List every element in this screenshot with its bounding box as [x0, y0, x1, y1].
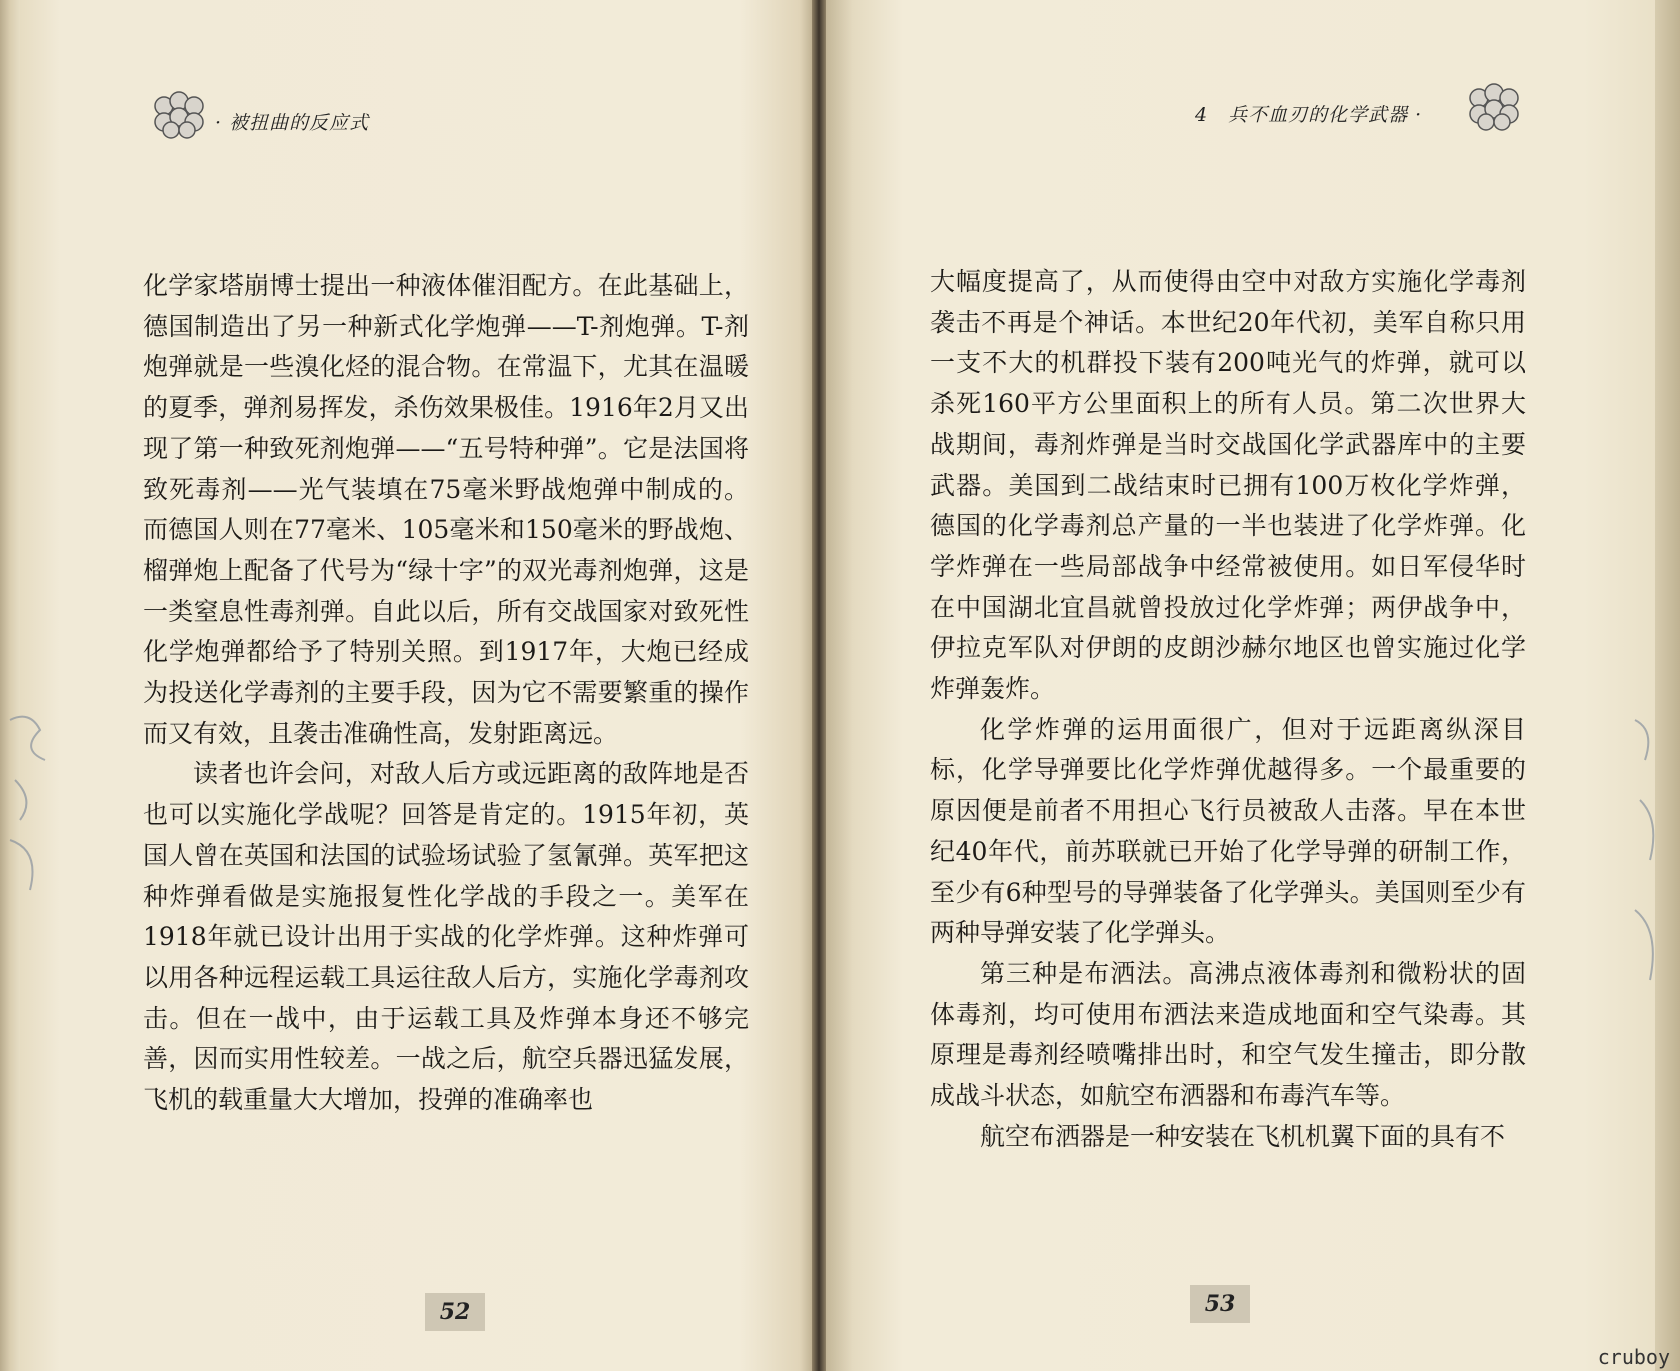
running-head-left: · 被扭曲的反应式 [215, 112, 370, 134]
pencil-marks-right [1625, 700, 1675, 1000]
paragraph: 大幅度提高了，从而使得由空中对敌方实施化学毒剂袭击不再是个神话。本世纪20年代初，美军自称只用一支不大的机群投下装有200吨光气的炸弹，就可以杀死160平方公里面积上的所有人员。第二次世界大战期间，毒剂炸弹是当时交战国化学武器库中的主要武器。美国到二战结束时已拥有100万枚化学炸弹，德国的化学毒剂总产量的一半也装进了化学炸弹。化学炸弹在一些局部战争中经常被使用。如日军侵华时在中国湖北宜昌就曾投放过化学炸弹；两伊战争中，伊拉克军队对伊朗的皮朗沙赫尔地区也曾实施过化学炸弹轰炸。 [930, 267, 1526, 704]
watermark: cruboy [1597, 1345, 1670, 1369]
paragraph: 航空布洒器是一种安装在飞机机翼下面的具有不 [980, 1121, 1506, 1151]
running-head-right: 4 兵不血刃的化学武器 · [1195, 104, 1423, 126]
pencil-marks-left [0, 700, 60, 900]
paragraph: 读者也许会问，对敌人后方或远距离的敌阵地是否也可以实施化学战呢？回答是肯定的。1915年初，英国人曾在英国和法国的试验场试验了氢氰弹。英军把这种炸弹看做是实施报复性化学战的手段之一。美军在1918年就已设计出用于实战的化学炸弹。这种炸弹可以用各种远程运载工具运往敌人后方，实施化学毒剂攻击。但在一战中，由于运载工具及炸弹本身还不够完善，因而实用性较差。一战之后，航空兵器迅猛发展，飞机的载重量大大增加，投弹的准确率也 [143, 759, 749, 1115]
right-body-text [930, 262, 1526, 1157]
page-number-left: 52 [425, 1293, 485, 1331]
molecule-icon-right [1465, 80, 1523, 132]
paragraph: 第三种是布洒法。高沸点液体毒剂和微粉状的固体毒剂，均可使用布洒法来造成地面和空气染毒。其原理是毒剂经喷嘴排出时，和空气发生撞击，即分散成战斗状态，如航空布洒器和布毒汽车等。 [930, 958, 1526, 1111]
molecule-icon-left [150, 88, 208, 140]
paragraph: 化学家塔崩博士提出一种液体催泪配方。在此基础上，德国制造出了另一种新式化学炮弹——T-剂炮弹。T-剂炮弹就是一些溴化烃的混合物。在常温下，尤其在温暖的夏季，弹剂易挥发，杀伤效果极佳。1916年2月又出现了第一种致死剂炮弹——“五号特种弹”。它是法国将致死毒剂——光气装填在75毫米野战炮弹中制成的。而德国人则在77毫米、105毫米和150毫米的野战炮、榴弹炮上配备了代号为“绿十字”的双光毒剂炮弹，这是一类窒息性毒剂弹。自此以后，所有交战国家对致死性化学炮弹都给予了特别关照。到1917年，大炮已经成为投送化学毒剂的主要手段，因为它不需要繁重的操作而又有效，且袭击准确性高，发射距离远。 [143, 271, 749, 748]
paragraph: 化学炸弹的运用面很广，但对于远距离纵深目标，化学导弹要比化学炸弹优越得多。一个最重要的原因便是前者不用担心飞行员被敌人击落。早在本世纪40年代，前苏联就已开始了化学导弹的研制工作，至少有6种型号的导弹装备了化学弹头。美国则至少有两种导弹安装了化学弹头。 [930, 714, 1526, 948]
book-gutter [812, 0, 826, 1371]
page-number-right: 53 [1190, 1285, 1250, 1323]
page-edge [1655, 0, 1680, 1371]
left-body-text [143, 266, 749, 1121]
